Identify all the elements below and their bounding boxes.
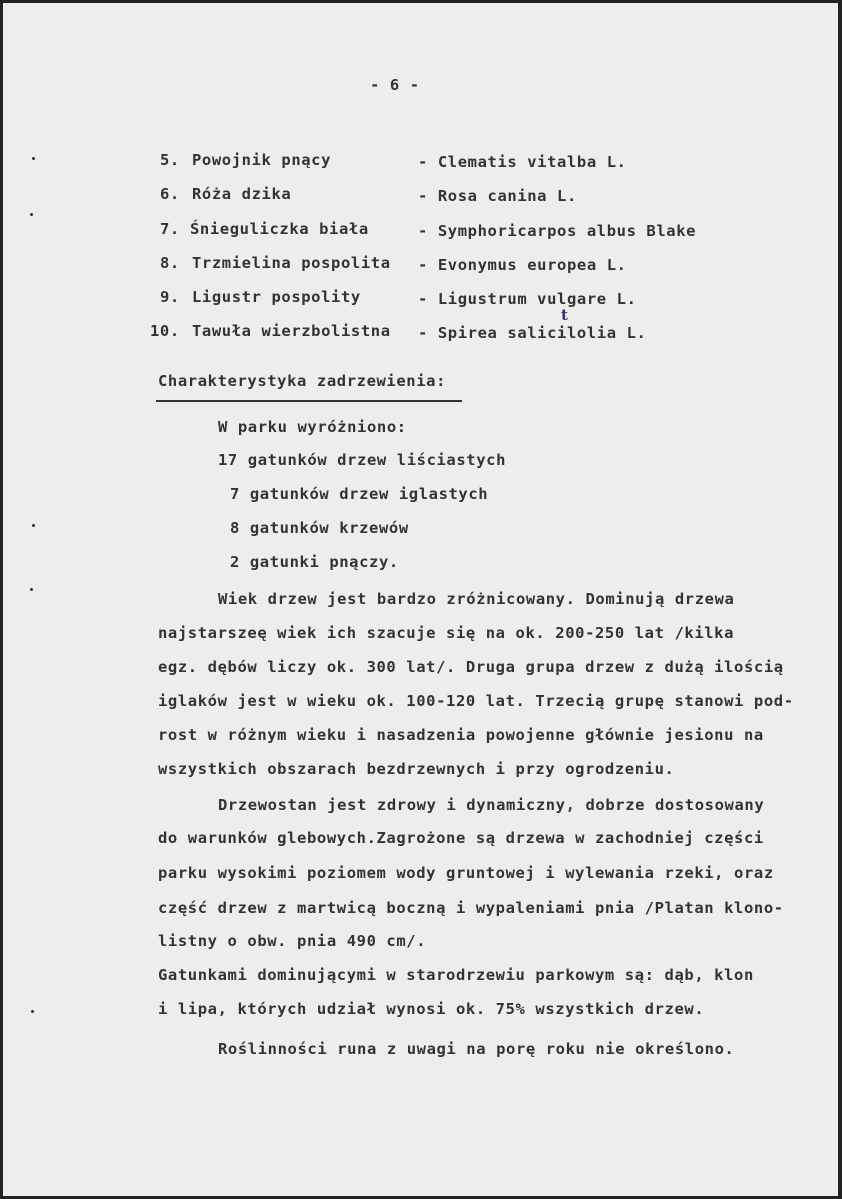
species-polish-name: Róża dzika	[192, 185, 292, 203]
handwritten-correction: t	[561, 306, 568, 324]
species-number: 10.	[150, 322, 180, 340]
summary-item: 8 gatunków krzewów	[230, 519, 409, 537]
heading-underline	[156, 400, 462, 402]
paragraph-line: Roślinności runa z uwagi na porę roku nie określono.	[218, 1040, 735, 1058]
species-number: 6.	[160, 185, 180, 203]
summary-intro: W parku wyróżniono:	[218, 418, 407, 436]
species-latin-name: - Rosa canina L.	[418, 187, 577, 205]
scan-speck	[30, 213, 33, 216]
species-polish-name: Ligustr pospolity	[192, 288, 361, 306]
species-polish-name: Powojnik pnący	[192, 151, 332, 169]
species-latin-name: - Clematis vitalba L.	[418, 153, 627, 171]
paragraph-line: egz. dębów liczy ok. 300 lat/. Druga grupa drzew z dużą ilością	[158, 658, 784, 676]
species-number: 7.	[160, 220, 180, 238]
scan-border-left	[0, 0, 3, 1199]
scan-speck	[32, 524, 35, 527]
summary-item: 2 gatunki pnączy.	[230, 553, 399, 571]
species-latin-name: - Symphoricarpos albus Blake	[418, 222, 697, 240]
species-polish-name: Trzmielina pospolita	[192, 254, 391, 272]
paragraph-line: Gatunkami dominującymi w starodrzewiu parkowym są: dąb, klon	[158, 966, 754, 984]
species-latin-name: - Ligustrum vulgare L.	[418, 290, 637, 308]
species-latin-name: - Spirea salicilolia L.	[418, 324, 647, 342]
paragraph-line: parku wysokimi poziomem wody gruntowej i wylewania rzeki, oraz	[158, 864, 774, 882]
paragraph-line: część drzew z martwicą boczną i wypaleniami pnia /Platan klono-	[158, 899, 784, 917]
species-number: 8.	[160, 254, 180, 272]
species-number: 9.	[160, 288, 180, 306]
paragraph-line: listny o obw. pnia 490 cm/.	[158, 932, 427, 950]
species-polish-name: Śnieguliczka biała	[190, 220, 369, 238]
paragraph-line: wszystkich obszarach bezdrzewnych i przy ogrodzeniu.	[158, 760, 675, 778]
paragraph-line: rost w różnym wieku i nasadzenia powojenne głównie jesionu na	[158, 726, 764, 744]
paragraph-line: do warunków glebowych.Zagrożone są drzewa w zachodniej części	[158, 829, 764, 847]
paragraph-line: i lipa, których udział wynosi ok. 75% wszystkich drzew.	[158, 1000, 705, 1018]
scan-speck	[30, 588, 33, 591]
paragraph-line: Wiek drzew jest bardzo zróżnicowany. Dominują drzewa	[218, 590, 735, 608]
paragraph-line: Drzewostan jest zdrowy i dynamiczny, dobrze dostosowany	[218, 796, 765, 814]
species-latin-name: - Evonymus europea L.	[418, 256, 627, 274]
section-heading: Charakterystyka zadrzewienia:	[158, 372, 447, 390]
paragraph-line: iglaków jest w wieku ok. 100-120 lat. Trzecią grupę stanowi pod-	[158, 692, 794, 710]
paragraph-line: najstarszeę wiek ich szacuje się na ok. 200-250 lat /kilka	[158, 624, 735, 642]
species-polish-name: Tawuła wierzbolistna	[192, 322, 391, 340]
summary-item: 7 gatunków drzew iglastych	[230, 485, 489, 503]
summary-item: 17 gatunków drzew liściastych	[218, 451, 507, 469]
scan-speck	[31, 1010, 34, 1013]
scan-border-top	[0, 0, 842, 3]
page-number: - 6 -	[370, 76, 420, 94]
scan-speck	[32, 157, 35, 160]
species-number: 5.	[160, 151, 180, 169]
scan-border-right	[838, 0, 842, 1199]
